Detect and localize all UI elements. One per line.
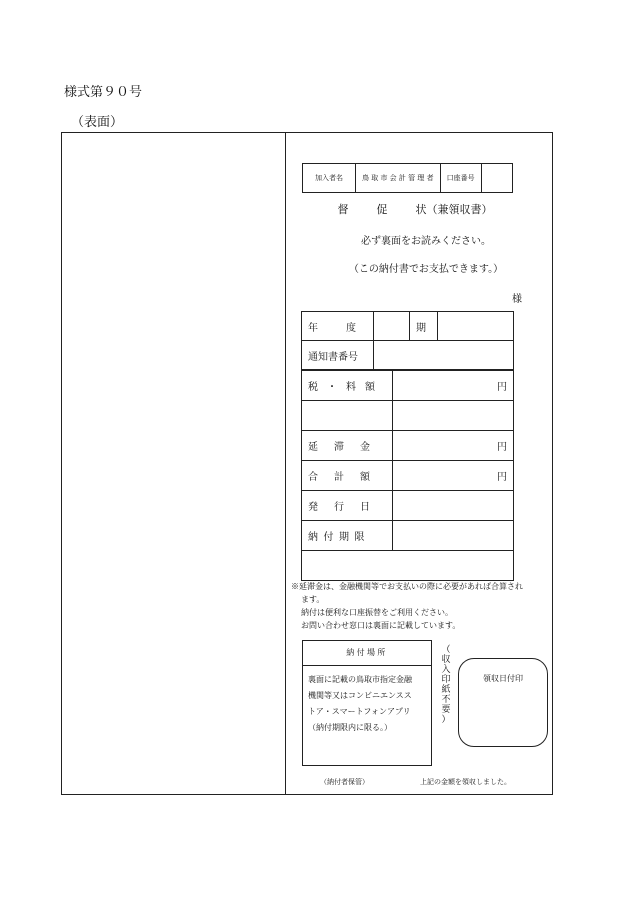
honorific: 様	[512, 294, 522, 305]
footnote-line-2: ます。	[301, 595, 325, 604]
footnote-line-1: ※延滞金は、金融機関等でお支払いの際に必要があれば合算され	[291, 582, 523, 591]
issue-date-value	[393, 491, 514, 521]
stamp-note-char: ）	[441, 715, 451, 725]
due-date-value	[393, 521, 514, 551]
footnote-line-4: お問い合わせ窓口は裏面に記載しています。	[301, 621, 461, 630]
payment-place-line-4: （納付期限内に限る。）	[308, 723, 392, 732]
payment-place-line-1: 裏面に記載の鳥取市指定金融	[308, 675, 412, 684]
frame-divider	[285, 132, 286, 795]
receipt-date-stamp-box	[458, 658, 548, 747]
stamp-note-char: 紙	[441, 685, 451, 695]
late-fee-unit: 円	[393, 431, 514, 461]
blank-value	[393, 401, 514, 431]
received-note: 上記の金額を領収しました。	[420, 778, 511, 786]
side-label: （表面）	[71, 115, 124, 130]
year-label: 年 度	[302, 312, 374, 341]
total-unit: 円	[393, 461, 514, 491]
notice-number-label: 通知書番号	[302, 341, 374, 370]
read-back-note: 必ず裏面をお読みください。	[361, 236, 491, 247]
payable-note: （この納付書でお支払できます。）	[348, 264, 504, 275]
subscriber-value: 鳥 取 市 会 計 管 理 者	[356, 164, 441, 193]
stamp-note-char: 不	[441, 695, 451, 705]
stamp-note-char: 入	[441, 665, 451, 675]
stamp-note-char: 印	[441, 675, 451, 685]
notice-number-value	[374, 341, 514, 370]
blank-row	[302, 551, 514, 581]
total-label: 合計額	[302, 461, 393, 491]
account-label: 口座番号	[440, 164, 481, 193]
blank-label	[302, 401, 393, 431]
period-label: 期	[410, 312, 438, 341]
payment-place-text	[303, 666, 431, 742]
issue-date-label: 発行日	[302, 491, 393, 521]
title-word-1: 督	[337, 203, 349, 216]
payment-place-line-2: 機関等又はコンビニエンスス	[308, 691, 412, 700]
amount-label: 税・料額	[302, 371, 393, 401]
due-date-label: 納付期限	[302, 521, 393, 551]
year-value	[374, 312, 410, 341]
amount-unit: 円	[393, 371, 514, 401]
account-value	[481, 164, 512, 193]
revenue-stamp-note	[439, 645, 453, 725]
stamp-note-char: 要	[441, 705, 451, 715]
subscriber-label: 加入者名	[303, 164, 356, 193]
title-word-2: 促	[376, 203, 388, 216]
late-fee-label: 延滞金	[302, 431, 393, 461]
payment-place-title: 納付場所	[303, 641, 431, 666]
footnote	[291, 580, 553, 632]
period-value	[438, 312, 514, 341]
footnote-line-3: 納付は便利な口座振替をご利用ください。	[301, 608, 453, 617]
title-word-3: 状（兼領収書）	[415, 203, 493, 216]
stamp-note-char: （	[441, 645, 451, 655]
notice-title	[302, 201, 514, 217]
receipt-date-stamp-label: 領収日付印	[483, 674, 523, 683]
payment-place-line-3: トア・スマートフォンアプリ	[308, 707, 411, 716]
year-table	[301, 311, 514, 370]
payer-keep-note: （納付者保管）	[320, 778, 369, 786]
form-number: 様式第９０号	[64, 85, 143, 100]
header-table	[302, 163, 513, 193]
amount-table	[301, 370, 514, 581]
payment-place-box	[302, 640, 432, 766]
stamp-note-char: 収	[441, 655, 451, 665]
